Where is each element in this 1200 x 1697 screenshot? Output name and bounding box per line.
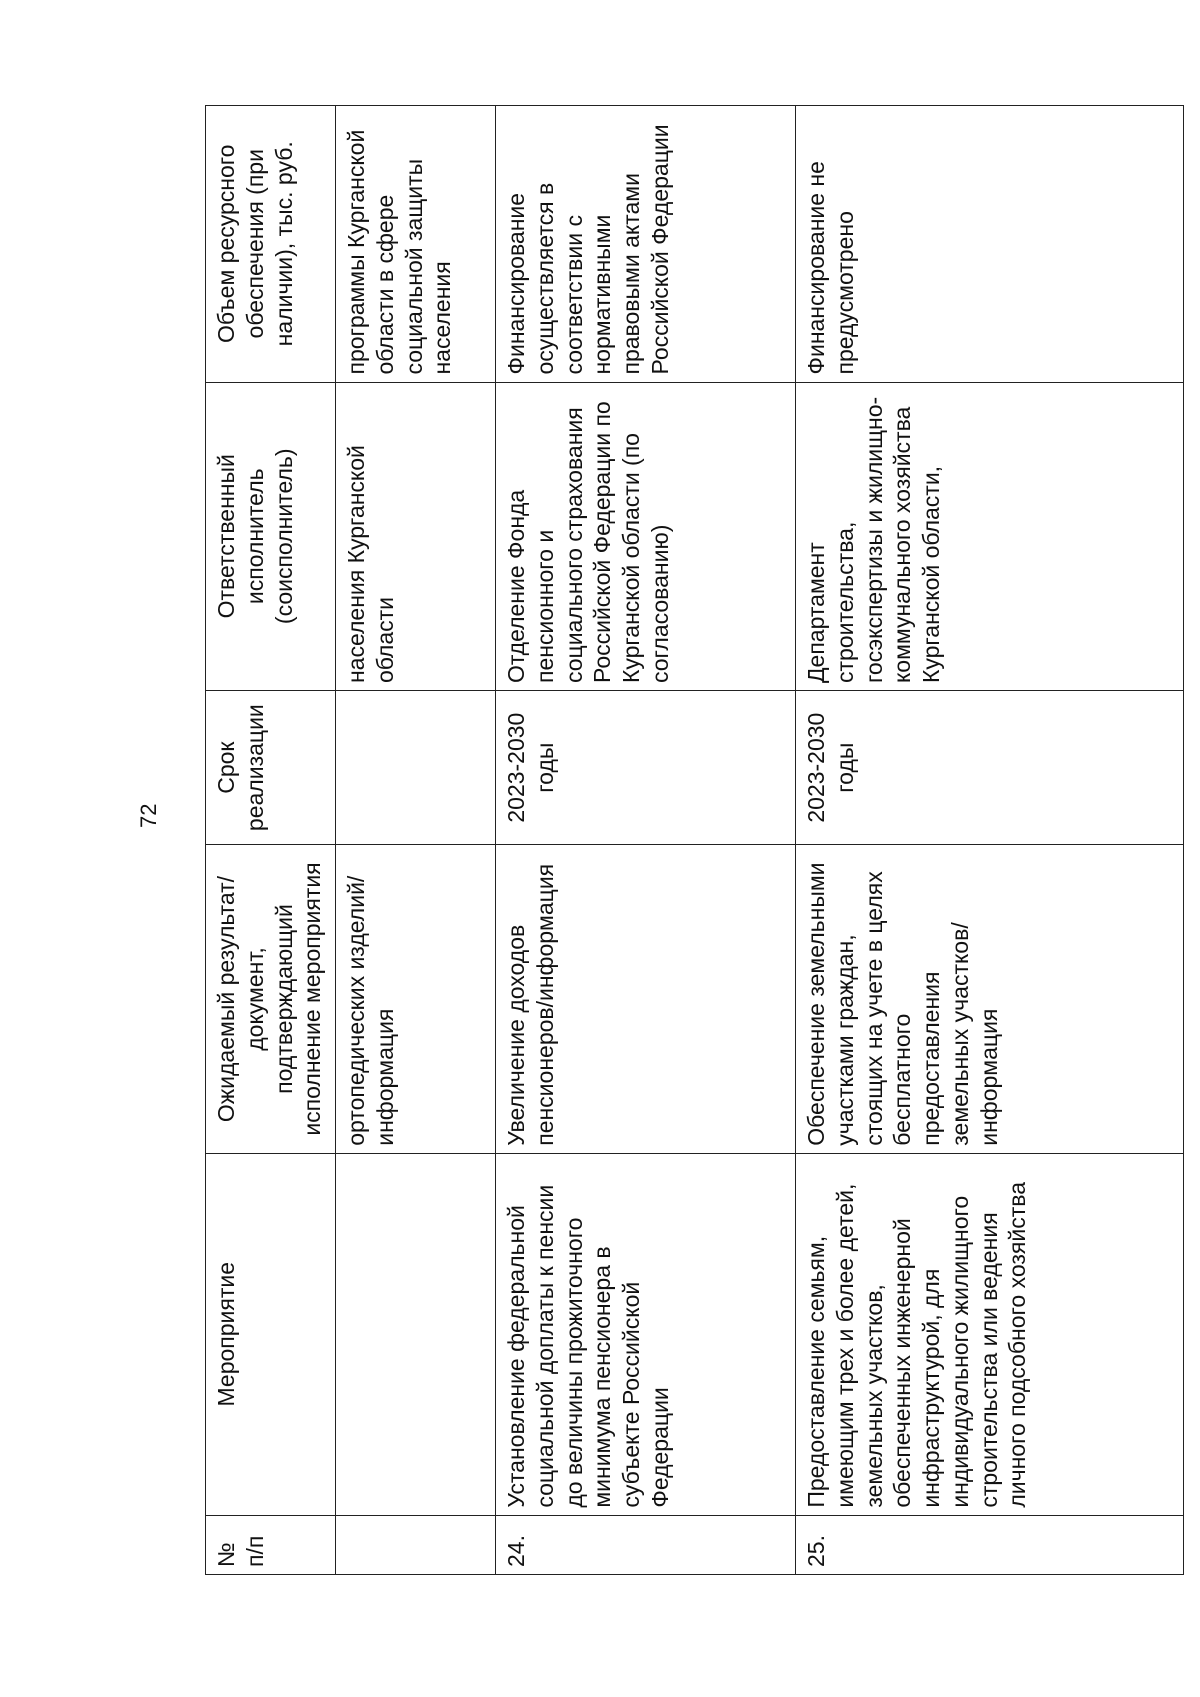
- cell-funding: Финансирование осуществляется в соответствии с нормативными правовыми актами Российской Федерации: [496, 106, 796, 383]
- cell-executor: Департамент строительства, госэкспертизы и жилищно-коммунального хозяйства Курганской области,: [796, 382, 1184, 691]
- header-result: Ожидаемый результат/документ, подтверждающий исполнение мероприятия: [206, 845, 336, 1154]
- table-row: [336, 106, 496, 1575]
- cell-num: 25.: [796, 1515, 1184, 1574]
- header-term: Срок реализации: [206, 691, 336, 845]
- page-number: 72: [136, 803, 161, 828]
- table-header-row: [206, 106, 336, 1575]
- cell-event: Установление федеральной социальной доплаты к пенсии до величины прожиточного минимума пенсионера в субъекте Российской Федерации: [496, 1153, 796, 1515]
- table-row: [796, 106, 1184, 1575]
- cell-num: [336, 1515, 496, 1574]
- cell-term: 2023-2030 годы: [496, 691, 796, 845]
- cell-result: ортопедических изделий/информация: [336, 845, 496, 1154]
- header-executor: Ответственный исполнитель (соисполнитель): [206, 382, 336, 691]
- header-num: № п/п: [206, 1515, 336, 1574]
- cell-result: Обеспечение земельными участками граждан, стоящих на учете в целях бесплатного предоставления земельных участков/информация: [796, 845, 1184, 1154]
- cell-executor: Отделение Фонда пенсионного и социального страхования Российской Федерации по Курганской области (по согласованию): [496, 382, 796, 691]
- cell-funding: программы Курганской области в сфере социальной защиты населения: [336, 106, 496, 383]
- cell-result: Увеличение доходов пенсионеров/информация: [496, 845, 796, 1154]
- measures-table: [205, 105, 1184, 1575]
- cell-term: 2023-2030 годы: [796, 691, 1184, 845]
- cell-event: Предоставление семьям, имеющим трех и более детей, земельных участков, обеспеченных инженерной инфраструктурой, для индивидуального жилищного строительства или ведения личного подсобного хозяйства: [796, 1153, 1184, 1515]
- cell-num: 24.: [496, 1515, 796, 1574]
- cell-event: [336, 1153, 496, 1515]
- cell-executor: населения Курганской области: [336, 382, 496, 691]
- header-event: Мероприятие: [206, 1153, 336, 1515]
- cell-funding: Финансирование не предусмотрено: [796, 106, 1184, 383]
- cell-term: [336, 691, 496, 845]
- header-funding: Объем ресурсного обеспечения (при наличии), тыс. руб.: [206, 106, 336, 383]
- table-row: [496, 106, 796, 1575]
